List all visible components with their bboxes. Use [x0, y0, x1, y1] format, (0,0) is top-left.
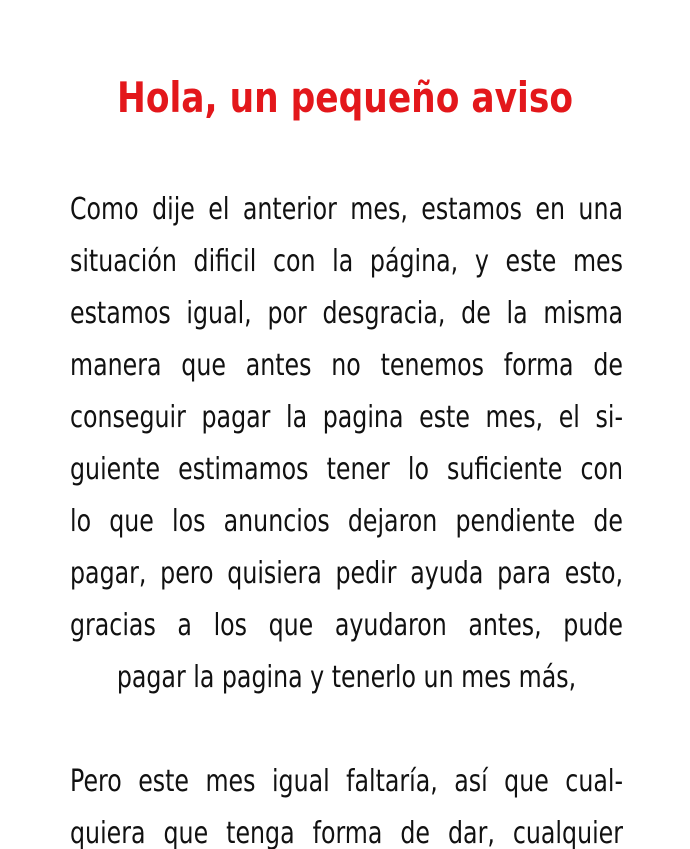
paragraph-line: guiente estimamos tener lo suficiente con — [70, 452, 623, 487]
paragraph-line: pagar la pagina y tenerlo un mes más, — [116, 660, 577, 695]
paragraph-line: gracias a los que ayudaron antes, pude — [70, 608, 623, 643]
paragraph-line: Pero este mes igual faltaría, así que cual- — [70, 764, 623, 799]
paragraph-line: pagar, pero quisiera pedir ayuda para esto, — [70, 556, 623, 591]
paragraph-line: quiera que tenga forma de dar, cualquier — [70, 816, 623, 849]
notice-paragraph-2 — [70, 756, 623, 849]
paragraph-line: Como dije el anterior mes, estamos en una — [70, 192, 623, 227]
paragraph-line: estamos igual, por desgracia, de la misma — [70, 296, 623, 331]
paragraph-line: lo que los anuncios dejaron pendiente de — [70, 504, 623, 539]
paragraph-line: conseguir pagar la pagina este mes, el si- — [70, 400, 623, 435]
notice-title: Hola, un pequeño aviso — [117, 73, 573, 122]
paragraph-line: manera que antes no tenemos forma de — [70, 348, 623, 383]
notice-paragraph-1 — [70, 184, 623, 704]
paragraph-line: situación dificil con la página, y este mes — [70, 244, 623, 279]
